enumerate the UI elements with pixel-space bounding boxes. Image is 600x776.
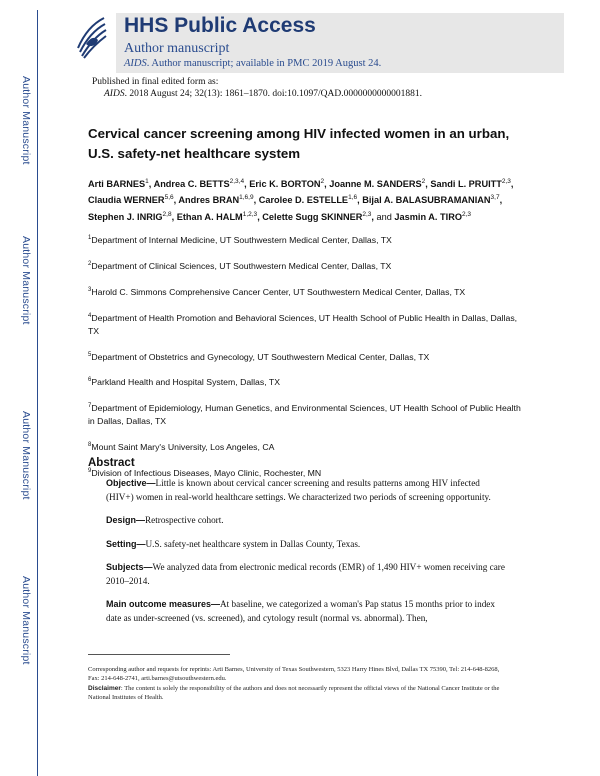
affiliation-item: $^3$Harold C. Simmons Comprehensive Cancer Center, UT Southwestern Medical Center, Dallas, TX: [88, 286, 466, 297]
author-affiliation: 2,8: [162, 210, 172, 218]
publication-info: [92, 76, 422, 100]
affiliation-list: [88, 232, 528, 491]
disclaimer-label: Disclaimer: [88, 685, 121, 692]
author-name: Sandi L. PRUITT: [430, 179, 502, 190]
section-label: Objective—: [106, 478, 156, 488]
affiliation-item: $^8$Mount Saint Mary's University, Los Angeles, CA: [88, 442, 275, 453]
abstract-section: [106, 538, 506, 552]
author-affiliation: 3,7: [490, 194, 500, 202]
abstract-section: [106, 477, 506, 504]
section-text: Little is known about cervical cancer screening and results patterns among HIV infected (HIV+) women in real-world healthcare settings. We characterized two periods of screening opportunity.: [106, 478, 491, 502]
published-line: Published in final edited form as:: [92, 77, 219, 87]
author-name: Eric K. BORTON: [249, 179, 321, 190]
author-affiliation: 2,3: [501, 178, 511, 185]
left-margin-bar: [0, 0, 42, 776]
section-text: At baseline, we categorized a woman's Pap status 15 months prior to index date as under-screened (vs. screened), and cytology result (normal vs. abnormal). Then,: [106, 599, 495, 623]
author-affiliation: 5,6: [164, 194, 174, 202]
citation-text: . 2018 August 24; 32(13): 1861–1870. doi:10.1097/QAD.0000000000001881.: [124, 89, 422, 99]
affiliation-item: $^5$Department of Obstetrics and Gynecology, UT Southwestern Medical Center, Dallas, TX: [88, 351, 430, 362]
author-manuscript-label: Author Manuscript: [20, 235, 32, 325]
abstract-section: [106, 561, 506, 588]
header-title: HHS Public Access: [124, 14, 316, 37]
section-label: Subjects—: [106, 562, 153, 572]
section-text: Retrospective cohort.: [145, 515, 224, 525]
section-text: U.S. safety-net healthcare system in Dallas County, Texas.: [145, 538, 361, 549]
author-affiliation: 2,3: [461, 210, 472, 218]
author-affiliation: 2,3: [362, 210, 372, 218]
author-affiliation: 1,6,9: [239, 194, 254, 202]
author-name: Claudia WERNER: [88, 195, 165, 206]
hhs-header: [116, 13, 564, 73]
author-name: Stephen J. INRIG: [88, 211, 163, 222]
author-affiliation: 1,2,3: [242, 210, 258, 218]
section-label: Design—: [106, 515, 146, 525]
hhs-eagle-logo-icon: [74, 14, 108, 60]
abstract-heading: Abstract: [88, 457, 135, 469]
affiliation-item: $^1$Department of Internal Medicine, UT Southwestern Medical Center, Dallas, TX: [88, 234, 392, 245]
footnote-divider: [88, 654, 230, 655]
section-text: We analyzed data from electronic medical records (EMR) of 1,490 HIV+ women receiving care 2010–2014.: [106, 562, 505, 586]
author-name: Andrea C. BETTS: [153, 179, 230, 190]
abstract-body: [106, 477, 506, 635]
author-name: Andres BRAN: [178, 195, 240, 206]
section-label: Setting—: [106, 538, 146, 549]
header-subtitle: Author manuscript: [124, 41, 230, 56]
affiliation-item: $^2$Department of Clinical Sciences, UT Southwestern Medical Center, Dallas, TX: [88, 260, 392, 271]
author-name: Jasmin A. TIRO: [394, 211, 462, 222]
author-and: and: [376, 211, 392, 222]
disclaimer-note: [88, 685, 508, 702]
author-name: Joanne M. SANDERS: [329, 179, 422, 190]
author-affiliation: 1: [145, 178, 149, 185]
author-list: Arti BARNES$^1$, Andrea C. BETTS$^{2,3,4}$, Eric K. BORTON$^2$, Joanne M. SANDERS$^2$, Sandi L. PRUITT$^{2,3}$, Claudia WERNER$^{5,6}$, Andres BRAN$^{1,6,9}$, Carolee D. ESTELLE$^{1,6}$, Bijal A. BALASUBRAMANIAN$^{3,7}$, Stephen J. INRIG$^{2,8}$, Ethan A. HALM$^{1,2,3}$, Celette Sugg SKINNER$^{2,3}$, and Jasmin A. TIRO$^{2,3}$: [88, 178, 514, 222]
author-name: Ethan A. HALM: [176, 211, 243, 222]
author-name: Celette Sugg SKINNER: [262, 211, 363, 222]
author-name: Carolee D. ESTELLE: [258, 195, 349, 206]
availability-text: . Author manuscript; available in PMC 2019 August 24.: [146, 58, 382, 69]
author-manuscript-label: Author Manuscript: [20, 575, 32, 665]
author-affiliation: 2,3,4: [229, 178, 245, 185]
journal-name: AIDS: [124, 58, 147, 69]
author-affiliation: 2: [320, 178, 325, 185]
citation-journal: AIDS: [104, 89, 125, 99]
author-name: Arti BARNES: [88, 179, 146, 190]
abstract-section: [106, 514, 506, 528]
affiliation-item: $^4$Department of Health Promotion and Behavioral Sciences, UT Health School of Public Health in Dallas, Dallas, TX: [88, 312, 518, 336]
author-manuscript-label: Author Manuscript: [20, 410, 32, 500]
margin-rule: [37, 10, 38, 776]
affiliation-item: $^7$Department of Epidemiology, Human Genetics, and Environmental Sciences, UT Health School of Public Health in Dallas, Dallas, TX: [88, 403, 521, 427]
section-label: Main outcome measures—: [106, 599, 221, 609]
author-affiliation: 1,6: [348, 194, 358, 202]
author-name: Bijal A. BALASUBRAMANIAN: [362, 195, 491, 206]
author-affiliation: 2: [421, 178, 426, 185]
affiliation-item: $^9$Division of Infectious Diseases, Mayo Clinic, Rochester, MN: [88, 468, 322, 479]
abstract-section: [106, 598, 506, 625]
affiliation-item: $^6$Parkland Health and Hospital System, Dallas, TX: [88, 377, 280, 388]
author-manuscript-label: Author Manuscript: [20, 75, 32, 165]
footnotes: [88, 666, 508, 704]
paper-title: Cervical cancer screening among HIV infected women in an urban, U.S. safety-net healthcare system: [88, 126, 510, 161]
citation: [92, 88, 422, 100]
disclaimer-text: : The content is solely the responsibility of the authors and does not necessarily represent the official views of the National Cancer Institute or the National Institutes of Health.: [88, 685, 500, 701]
corresponding-author-note: Corresponding author and requests for reprints: Arti Barnes, University of Texas Southwestern, 5323 Harry Hines Blvd, Dallas TX 75390, Tel: 214-648-8268, Fax: 214-648-2741, arti.barnes@utsouthwestern.edu.: [88, 666, 500, 682]
availability-line: [124, 58, 381, 69]
